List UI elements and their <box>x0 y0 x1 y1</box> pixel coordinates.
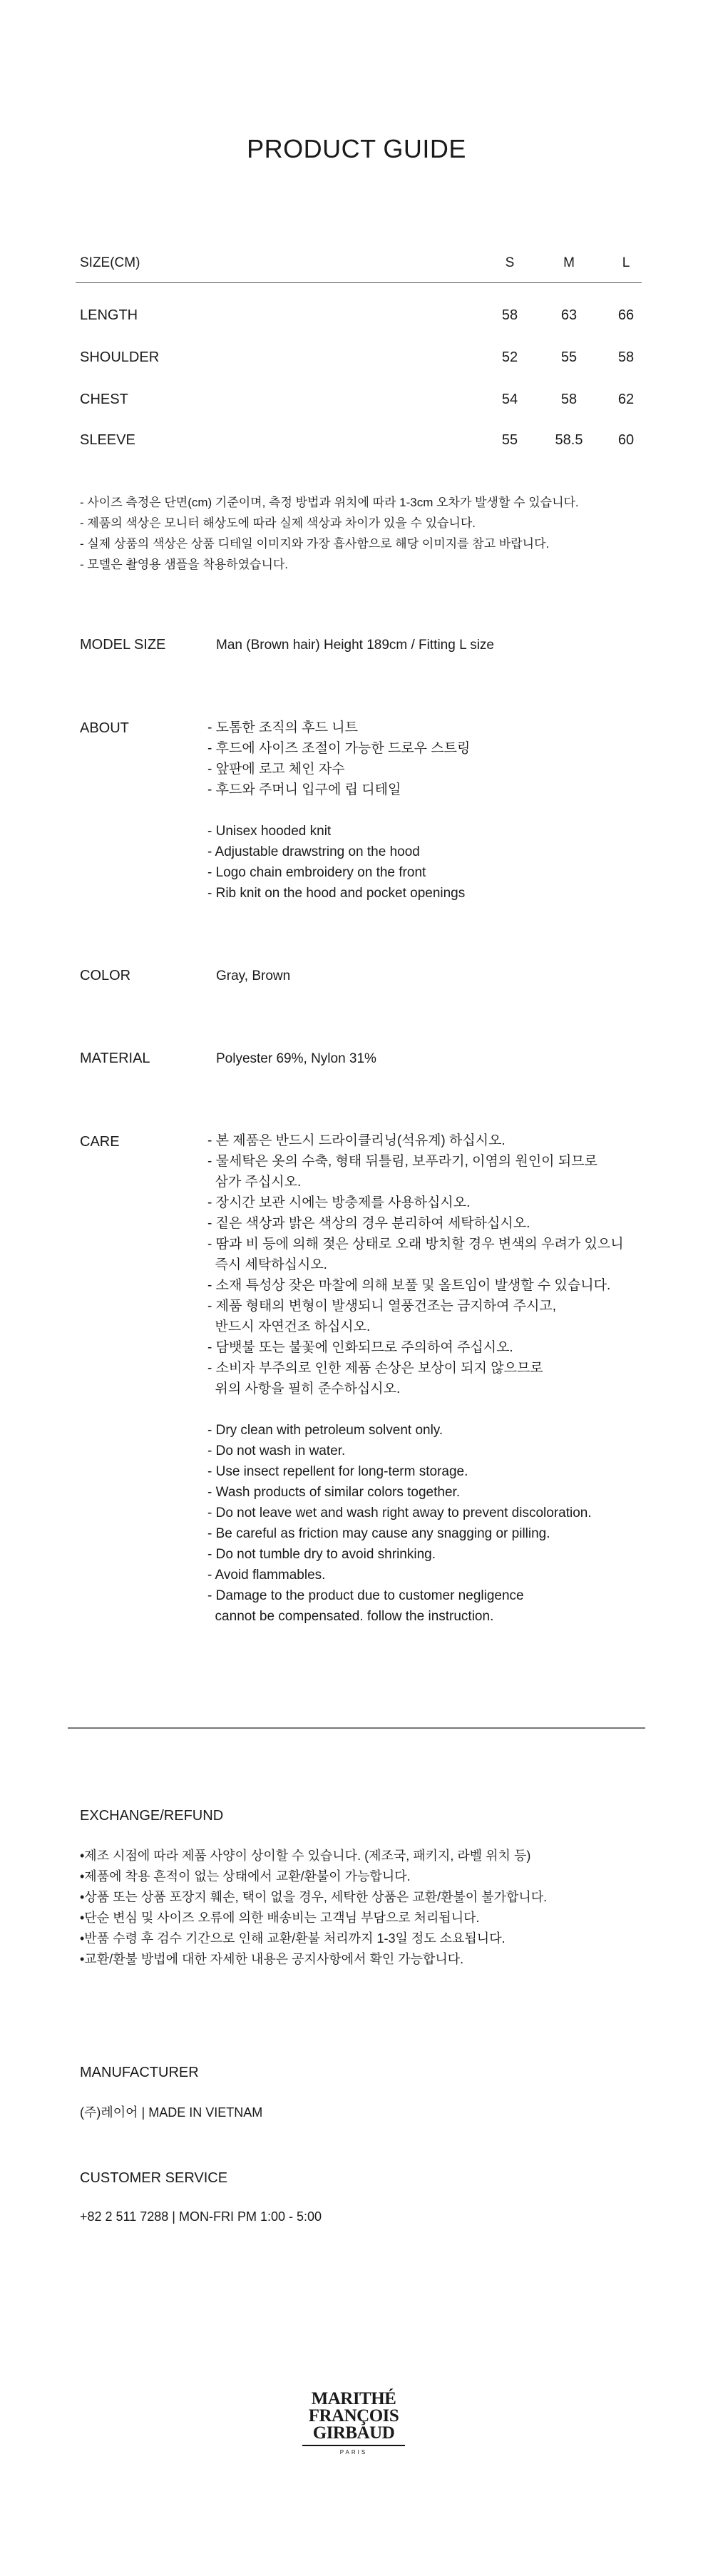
customer-service-title: CUSTOMER SERVICE <box>80 2170 228 2186</box>
table-cell: 58 <box>617 349 635 365</box>
exchange-title: EXCHANGE/REFUND <box>80 1808 224 1824</box>
material-value: Polyester 69%, Nylon 31% <box>216 1051 376 1066</box>
care-text: - 본 제품은 반드시 드라이클리닝(석유계) 하십시오. - 물세탁은 옷의 수축, 형태 뒤틀림, 보푸라기, 이염의 원인이 되므로 삼가 주십시오. - 장시간 보관 시에는 방충제를 사용하십시오. - 짙은 색상과 밝은 색상의 경우 분리하여 세탁하십시오. - 땀과 비 등에 의해 젖은 상태로 오래 방치할 경우 변색의 우려가 있으니 즉시 세탁하십시오. - 소재 특성상 잦은 마찰에 의해 보풀 및 올트임이 발생할 수 있습니다. - 제품 형태의 변형이 발생되니 열풍건조는 금지하여 주시고, 반드시 자연건조 하십시오. - 담뱃불 또는 불꽃에 인화되므로 주의하여 주십시오. - 소비자 부주의로 인한 제품 손상은 보상이 되지 않으므로 위의 사항을 필히 준수하십시오. - Dry clean with petroleum solvent only. - Do not wash in water. - Use insect repellent for long-term storage. - Wash products of similar colors together. - Do not leave wet and wash right away to prevent discoloration. - Be careful as friction may cause any snagging or pilling. - Do not tumble dry to avoid shrinking. - Avoid flammables. - Damage to the product due to customer negligence cannot be compensated. follow the instruction. <box>207 1133 624 1624</box>
table-cell: 58 <box>560 392 578 407</box>
note-line: - 모델은 촬영용 샘플을 착용하였습니다. <box>80 558 289 571</box>
size-table-header-s: S <box>505 255 515 270</box>
table-cell: 54 <box>501 392 518 407</box>
table-cell: 55 <box>560 349 578 365</box>
brand-logo <box>302 2391 405 2455</box>
logo-line-1: MARITHÉ <box>311 2389 396 2408</box>
table-cell: 60 <box>617 432 635 448</box>
logo-line-3: GIRBAUD <box>312 2423 395 2443</box>
size-table-header-label: SIZE(CM) <box>80 255 140 270</box>
size-notes <box>80 492 579 575</box>
section-divider <box>68 1727 645 1729</box>
color-label: COLOR <box>80 968 131 983</box>
logo-bar <box>302 2445 405 2446</box>
size-table-divider <box>76 282 642 283</box>
table-row-label: LENGTH <box>80 307 138 323</box>
size-table-header-m: M <box>563 255 575 270</box>
logo-sub: PARIS <box>339 2449 368 2455</box>
model-size-label: MODEL SIZE <box>80 637 166 653</box>
size-table-header-l: L <box>622 255 630 270</box>
table-cell: 52 <box>501 349 518 365</box>
note-line: - 사이즈 측정은 단면(cm) 기준이며, 측정 방법과 위치에 따라 1-3cm 오차가 발생할 수 있습니다. <box>80 496 579 509</box>
care-label: CARE <box>80 1134 120 1150</box>
exchange-text: •제조 시점에 따라 제품 사양이 상이할 수 있습니다. (제조국, 패키지, 라벨 위치 등) •제품에 착용 흔적이 없는 상태에서 교환/환불이 가능합니다. •상품 또는 상품 포장지 훼손, 택이 없을 경우, 세탁한 상품은 교환/환불이 불가합니다. •단순 변심 및 사이즈 오류에 의한 배송비는 고객님 부담으로 처리됩니다. •반품 수령 후 검수 기간으로 인해 교환/환불 처리까지 1-3일 정도 소요됩니다. •교환/환불 방법에 대한 자세한 내용은 공지사항에서 확인 가능합니다. <box>80 1849 548 1966</box>
manufacturer-value: (주)레이어 | MADE IN VIETNAM <box>80 2105 263 2120</box>
table-row-label: SLEEVE <box>80 432 135 448</box>
note-line: - 실제 상품의 색상은 상품 디테일 이미지와 가장 흡사함으로 해당 이미지를 참고 바랍니다. <box>80 537 550 551</box>
manufacturer-title: MANUFACTURER <box>80 2065 199 2080</box>
table-cell: 63 <box>560 307 578 323</box>
table-cell: 66 <box>617 307 635 323</box>
page-title: PRODUCT GUIDE <box>247 134 466 163</box>
about-text: - 도톰한 조직의 후드 니트 - 후드에 사이즈 조절이 가능한 드로우 스트링 - 앞판에 로고 체인 자수 - 후드와 주머니 입구에 립 디테일 - Unisex hooded knit - Adjustable drawstring on the hood - Logo chain embroidery on the front - Rib knit on the hood and pocket openings <box>207 720 471 901</box>
table-cell: 58.5 <box>555 432 583 448</box>
table-cell: 62 <box>617 392 635 407</box>
table-cell: 58 <box>501 307 518 323</box>
note-line: - 제품의 색상은 모니터 해상도에 따라 실제 색상과 차이가 있을 수 있습니다. <box>80 516 476 530</box>
table-row-label: CHEST <box>80 392 128 407</box>
material-label: MATERIAL <box>80 1051 150 1066</box>
color-value: Gray, Brown <box>216 968 291 983</box>
table-row-label: SHOULDER <box>80 349 160 365</box>
logo-line-2: FRANÇOIS <box>308 2406 399 2426</box>
customer-service-value: +82 2 511 7288 | MON-FRI PM 1:00 - 5:00 <box>80 2209 322 2224</box>
table-cell: 55 <box>501 432 518 448</box>
model-size-value: Man (Brown hair) Height 189cm / Fitting L size <box>216 638 495 653</box>
about-label: ABOUT <box>80 720 129 736</box>
